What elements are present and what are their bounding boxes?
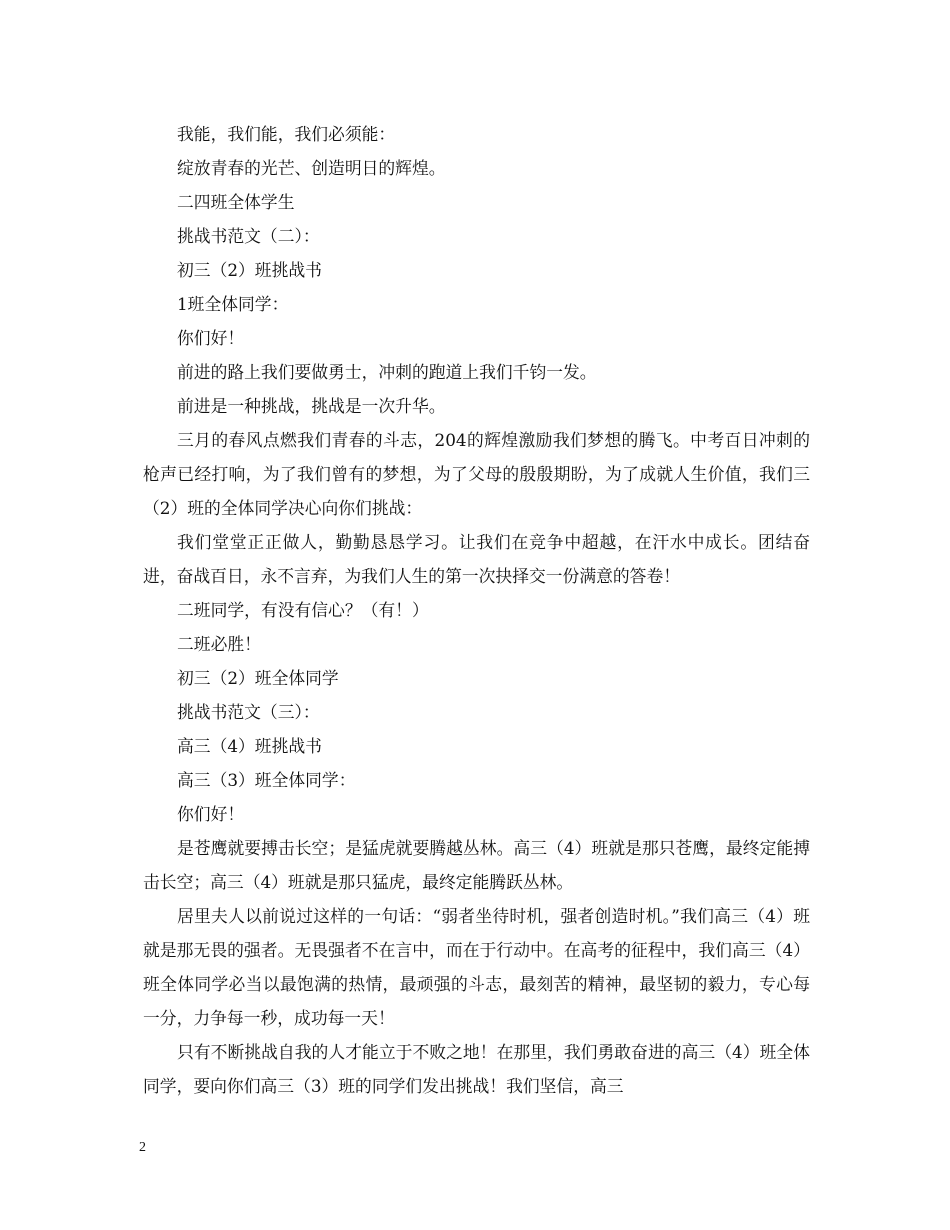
paragraph-13: 二班必胜！	[177, 634, 261, 654]
paragraph-19: 是苍鹰就要搏击长空；是猛虎就要腾越丛林。高三（4）班就是那只苍鹰，最终定能搏击长空；高三（4）班就是那只猛虎，最终定能腾跃丛林。	[143, 838, 810, 892]
paragraph-21: 只有不断挑战自我的人才能立于不败之地！在那里，我们勇敢奋进的高三（4）班全体同学，要向你们高三（3）班的同学们发出挑战！我们坚信，高三	[143, 1042, 810, 1096]
paragraph-10: 三月的春风点燃我们青春的斗志，204的辉煌激励我们梦想的腾飞。中考百日冲刺的枪声已经打响，为了我们曾有的梦想，为了父母的殷殷期盼，为了成就人生价值，我们三（2）班的全体同学决心向你们挑战：	[143, 430, 810, 518]
paragraph-16: 高三（4）班挑战书	[177, 736, 322, 756]
paragraph-1: 我能，我们能，我们必须能：	[177, 124, 396, 144]
paragraph-20: 居里夫人以前说过这样的一句话：“弱者坐待时机，强者创造时机。”我们高三（4）班就是那无畏的强者。无畏强者不在言中，而在于行动中。在高考的征程中，我们高三（4）班全体同学必当以最饱满的热情，最顽强的斗志，最刻苦的精神，最坚韧的毅力，专心每一分，力争每一秒，成功每一天！	[143, 906, 810, 1028]
paragraph-18: 你们好！	[177, 804, 245, 824]
paragraph-17: 高三（3）班全体同学：	[177, 770, 356, 790]
document-body	[143, 117, 810, 1103]
page-number: 2	[139, 1140, 146, 1155]
paragraph-14: 初三（2）班全体同学	[177, 668, 339, 688]
paragraph-11: 我们堂堂正正做人，勤勤恳恳学习。让我们在竞争中超越，在汗水中成长。团结奋进，奋战百日，永不言弃，为我们人生的第一次抉择交一份满意的答卷！	[143, 532, 810, 586]
paragraph-8: 前进的路上我们要做勇士，冲刺的跑道上我们千钧一发。	[177, 362, 597, 382]
paragraph-2: 绽放青春的光芒、创造明日的辉煌。	[177, 158, 446, 178]
paragraph-4: 挑战书范文（二）：	[177, 226, 320, 246]
paragraph-15: 挑战书范文（三）：	[177, 702, 320, 722]
paragraph-3: 二四班全体学生	[177, 192, 295, 212]
paragraph-12: 二班同学，有没有信心？（有！）	[177, 600, 429, 620]
paragraph-9: 前进是一种挑战，挑战是一次升华。	[177, 396, 446, 416]
paragraph-5: 初三（2）班挑战书	[177, 260, 322, 280]
paragraph-7: 你们好！	[177, 328, 245, 348]
paragraph-6: 1班全体同学：	[177, 294, 289, 314]
